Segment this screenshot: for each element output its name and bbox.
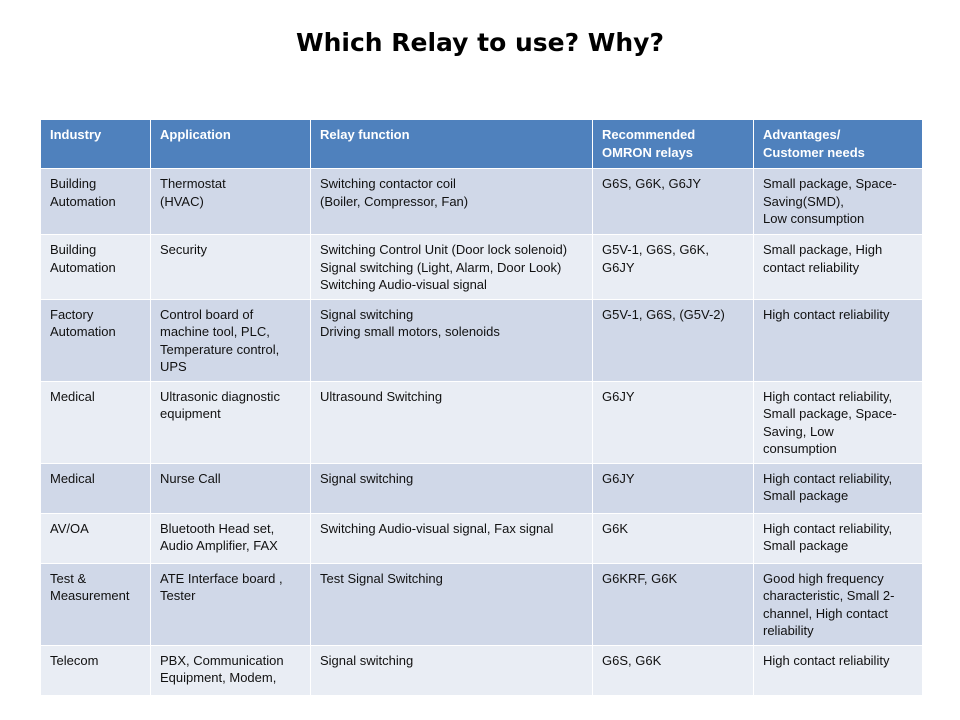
cell-relay-function: Signal switching Driving small motors, solenoids bbox=[311, 299, 593, 381]
cell-application: Control board of machine tool, PLC, Temperature control, UPS bbox=[151, 299, 311, 381]
cell-recommended-relays: G5V-1, G6S, G6K, G6JY bbox=[593, 235, 754, 300]
table-row bbox=[41, 645, 923, 695]
cell-industry: Factory Automation bbox=[41, 299, 151, 381]
table-row bbox=[41, 463, 923, 513]
cell-application: Ultrasonic diagnostic equipment bbox=[151, 381, 311, 463]
table-row bbox=[41, 513, 923, 563]
cell-recommended-relays: G6JY bbox=[593, 463, 754, 513]
cell-recommended-relays: G5V-1, G6S, (G5V-2) bbox=[593, 299, 754, 381]
header-recommended-relays: Recommended OMRON relays bbox=[593, 120, 754, 169]
cell-advantages: High contact reliability bbox=[754, 299, 923, 381]
cell-application: Security bbox=[151, 235, 311, 300]
table-row bbox=[41, 563, 923, 645]
cell-industry: AV/OA bbox=[41, 513, 151, 563]
cell-recommended-relays: G6S, G6K, G6JY bbox=[593, 169, 754, 235]
cell-relay-function: Signal switching bbox=[311, 645, 593, 695]
cell-recommended-relays: G6JY bbox=[593, 381, 754, 463]
cell-application: PBX, Communication Equipment, Modem, bbox=[151, 645, 311, 695]
cell-relay-function: Switching contactor coil (Boiler, Compressor, Fan) bbox=[311, 169, 593, 235]
cell-industry: Telecom bbox=[41, 645, 151, 695]
header-industry: Industry bbox=[41, 120, 151, 169]
cell-application: Thermostat (HVAC) bbox=[151, 169, 311, 235]
cell-application: Nurse Call bbox=[151, 463, 311, 513]
cell-advantages: High contact reliability bbox=[754, 645, 923, 695]
cell-application: ATE Interface board , Tester bbox=[151, 563, 311, 645]
cell-relay-function: Ultrasound Switching bbox=[311, 381, 593, 463]
table-row bbox=[41, 235, 923, 300]
relay-table bbox=[40, 119, 923, 696]
cell-advantages: Small package, Space- Saving(SMD), Low consumption bbox=[754, 169, 923, 235]
header-relay-function: Relay function bbox=[311, 120, 593, 169]
cell-application: Bluetooth Head set, Audio Amplifier, FAX bbox=[151, 513, 311, 563]
cell-industry: Test & Measurement bbox=[41, 563, 151, 645]
table-row bbox=[41, 169, 923, 235]
cell-industry: Medical bbox=[41, 381, 151, 463]
cell-relay-function: Switching Control Unit (Door lock solenoid) Signal switching (Light, Alarm, Door Look) Switching Audio-visual signal bbox=[311, 235, 593, 300]
table-row bbox=[41, 381, 923, 463]
cell-relay-function: Signal switching bbox=[311, 463, 593, 513]
cell-industry: Building Automation bbox=[41, 235, 151, 300]
cell-industry: Medical bbox=[41, 463, 151, 513]
cell-recommended-relays: G6S, G6K bbox=[593, 645, 754, 695]
cell-advantages: Good high frequency characteristic, Small 2- channel, High contact reliability bbox=[754, 563, 923, 645]
cell-advantages: High contact reliability, Small package, Space- Saving, Low consumption bbox=[754, 381, 923, 463]
table-row bbox=[41, 299, 923, 381]
cell-relay-function: Switching Audio-visual signal, Fax signal bbox=[311, 513, 593, 563]
table-header-row bbox=[41, 120, 923, 169]
cell-relay-function: Test Signal Switching bbox=[311, 563, 593, 645]
cell-recommended-relays: G6K bbox=[593, 513, 754, 563]
header-application: Application bbox=[151, 120, 311, 169]
slide-title: Which Relay to use? Why? bbox=[296, 28, 664, 57]
cell-recommended-relays: G6KRF, G6K bbox=[593, 563, 754, 645]
cell-advantages: Small package, High contact reliability bbox=[754, 235, 923, 300]
cell-advantages: High contact reliability, Small package bbox=[754, 513, 923, 563]
cell-advantages: High contact reliability, Small package bbox=[754, 463, 923, 513]
header-advantages: Advantages/ Customer needs bbox=[754, 120, 923, 169]
cell-industry: Building Automation bbox=[41, 169, 151, 235]
